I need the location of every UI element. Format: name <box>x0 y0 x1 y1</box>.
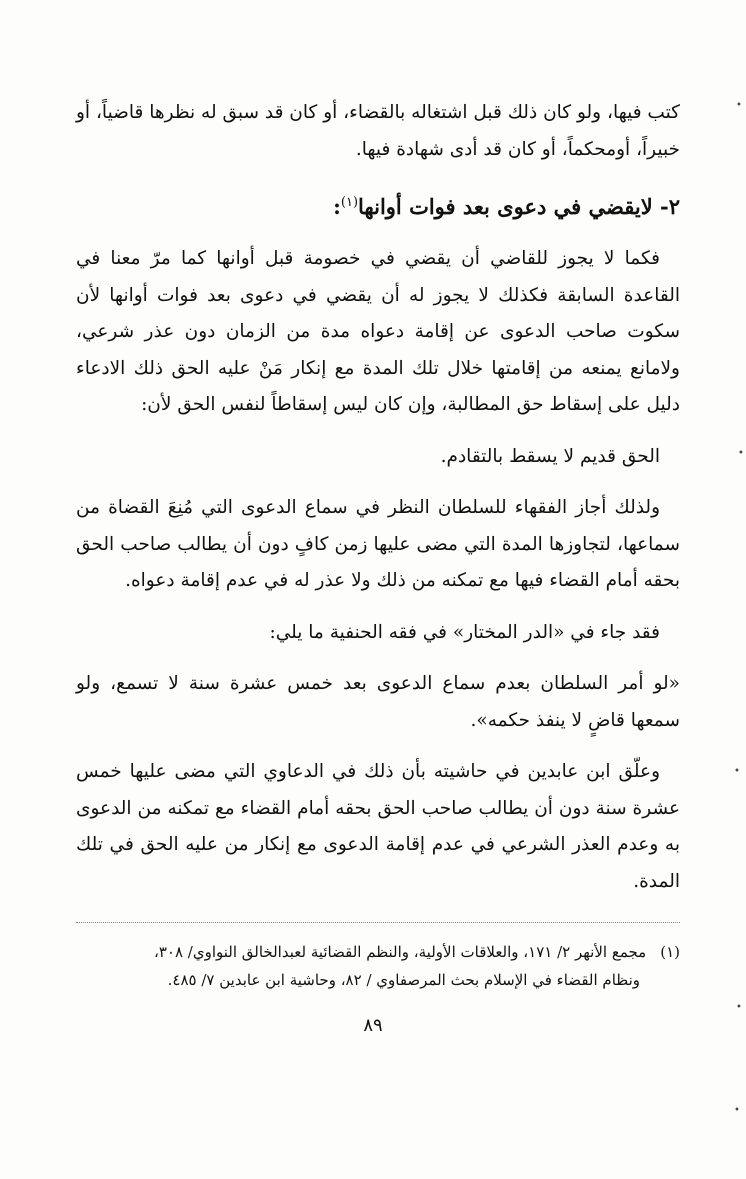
paragraph-4: فقد جاء في «الدر المختار» في فقه الحنفية ما يلي: <box>269 621 660 643</box>
intro-paragraph: كتب فيها، ولو كان ذلك قبل اشتغاله بالقضاء، أو كان قد سبق له نظرها قاضياً، أو خبيراً، أومحكماً، أو كان قد أدى شهادة فيها. <box>76 102 680 160</box>
footnote-text-1: مجمع الأنهر ٢/ ١٧١، والعلاقات الأولية، والنظم القضائية لعبدالخالق النواوي/ ٣٠٨، <box>154 943 647 961</box>
section-heading <box>76 183 680 227</box>
scan-speck: • <box>734 766 740 777</box>
heading-text: ٢- لايقضي في دعوى بعد فوات أوانها <box>358 194 680 219</box>
footnote-marker: (١) <box>660 943 680 961</box>
quote-paragraph: «لو أمر السلطان بعدم سماع الدعوى بعد خمس عشرة سنة لا تسمع، ولو سمعها قاضٍ لا ينفذ حكمه». <box>76 673 680 731</box>
footnote <box>76 938 680 994</box>
paragraph-3: ولذلك أجاز الفقهاء للسلطان النظر في سماع الدعوى التي مُنِعَ القضاة من سماعها، لتجاوزها المدة التي مضى عليها زمن كافٍ دون أن يطالب صاحب الحق بحقه أمام القضاء فيها مع تمكنه من ذلك ولا عذر له في عدم إقامة دعواه. <box>76 497 680 591</box>
paragraph-1: فكما لا يجوز للقاضي أن يقضي في خصومة قبل أوانها كما مرّ معنا في القاعدة السابقة فكذلك لا يجوز له أن يقضي في دعوى بعد فوات أوانها لأن سكوت صاحب الدعوى عن إقامة دعواه مدة من الزمان دون عذر شرعي، ولامانع يمنعه من إقامتها خلال تلك المدة مع إنكار مَنْ عليه الحق ذلك الادعاء دليل على إسقاط حق المطالبة، وإن كان ليس إسقاطاً لنفس الحق لأن: <box>76 248 680 415</box>
paragraph-2: الحق قديم لا يسقط بالتقادم. <box>440 445 660 467</box>
footnote-line-1 <box>76 938 680 966</box>
scan-speck: • <box>736 100 742 111</box>
scan-speck: • <box>734 1105 740 1116</box>
scan-speck: • <box>738 448 744 459</box>
scan-speck: • <box>736 1002 742 1013</box>
heading-colon: : <box>333 194 341 219</box>
page-body <box>76 95 680 915</box>
footnote-text-2: ونظام القضاء في الإسلام بحث المرصفاوي / ٨٢، وحاشية ابن عابدين ٧/ ٤٨٥. <box>167 971 640 989</box>
footnote-separator <box>76 922 680 923</box>
page-number: ٨٩ <box>363 1015 383 1036</box>
paragraph-6: وعلّق ابن عابدين في حاشيته بأن ذلك في الدعاوي التي مضى عليها خمس عشرة سنة دون أن يطالب صاحب الحق بحقه أمام القضاء مع تمكنه من الدعوى به وعدم العذر الشرعي في عدم إقامة الدعوى مع إنكار من عليه الحق في تلك المدة. <box>76 761 680 892</box>
heading-footnote-marker[interactable]: (١) <box>340 195 359 210</box>
